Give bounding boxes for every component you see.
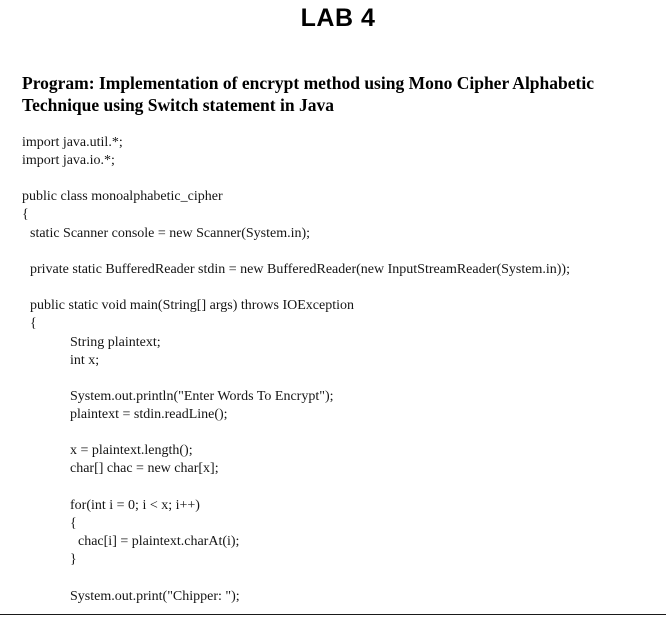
code-line-println-prompt: System.out.println("Enter Words To Encrypt"); bbox=[70, 389, 334, 404]
code-line-plaintext-declaration: String plaintext; bbox=[70, 335, 161, 350]
code-line-length-assignment: x = plaintext.length(); bbox=[70, 443, 193, 458]
program-heading-line-1: Program: Implementation of encrypt method using Mono Cipher Alphabetic bbox=[22, 73, 594, 93]
code-line-read-line: plaintext = stdin.readLine(); bbox=[70, 407, 228, 422]
code-line-reader-declaration: private static BufferedReader stdin = new BufferedReader(new InputStreamReader(System.in)); bbox=[30, 262, 570, 277]
code-line-for-open-brace: { bbox=[70, 516, 77, 531]
code-line-main-declaration: public static void main(String[] args) throws IOException bbox=[30, 298, 355, 313]
code-line-scanner-declaration: static Scanner console = new Scanner(System.in); bbox=[30, 226, 311, 241]
code-line-import-util: import java.util.*; bbox=[22, 135, 123, 150]
program-heading-line-2: Technique using Switch statement in Java bbox=[22, 95, 334, 115]
code-line-char-array-declaration: char[] chac = new char[x]; bbox=[70, 461, 219, 476]
code-line-class-open-brace: { bbox=[22, 207, 29, 222]
code-line-char-at-assignment: chac[i] = plaintext.charAt(i); bbox=[78, 534, 240, 549]
code-line-import-io: import java.io.*; bbox=[22, 153, 115, 168]
code-line-int-x-declaration: int x; bbox=[70, 353, 100, 368]
code-line-print-chipper: System.out.print("Chipper: "); bbox=[70, 589, 240, 604]
code-line-for-loop: for(int i = 0; i < x; i++) bbox=[70, 498, 200, 513]
code-line-main-open-brace: { bbox=[30, 316, 37, 331]
page-bottom-divider bbox=[0, 614, 666, 615]
code-line-for-close-brace: } bbox=[70, 552, 77, 567]
code-line-class-declaration: public class monoalphabetic_cipher bbox=[22, 189, 223, 204]
lab-title: LAB 4 bbox=[300, 4, 376, 32]
